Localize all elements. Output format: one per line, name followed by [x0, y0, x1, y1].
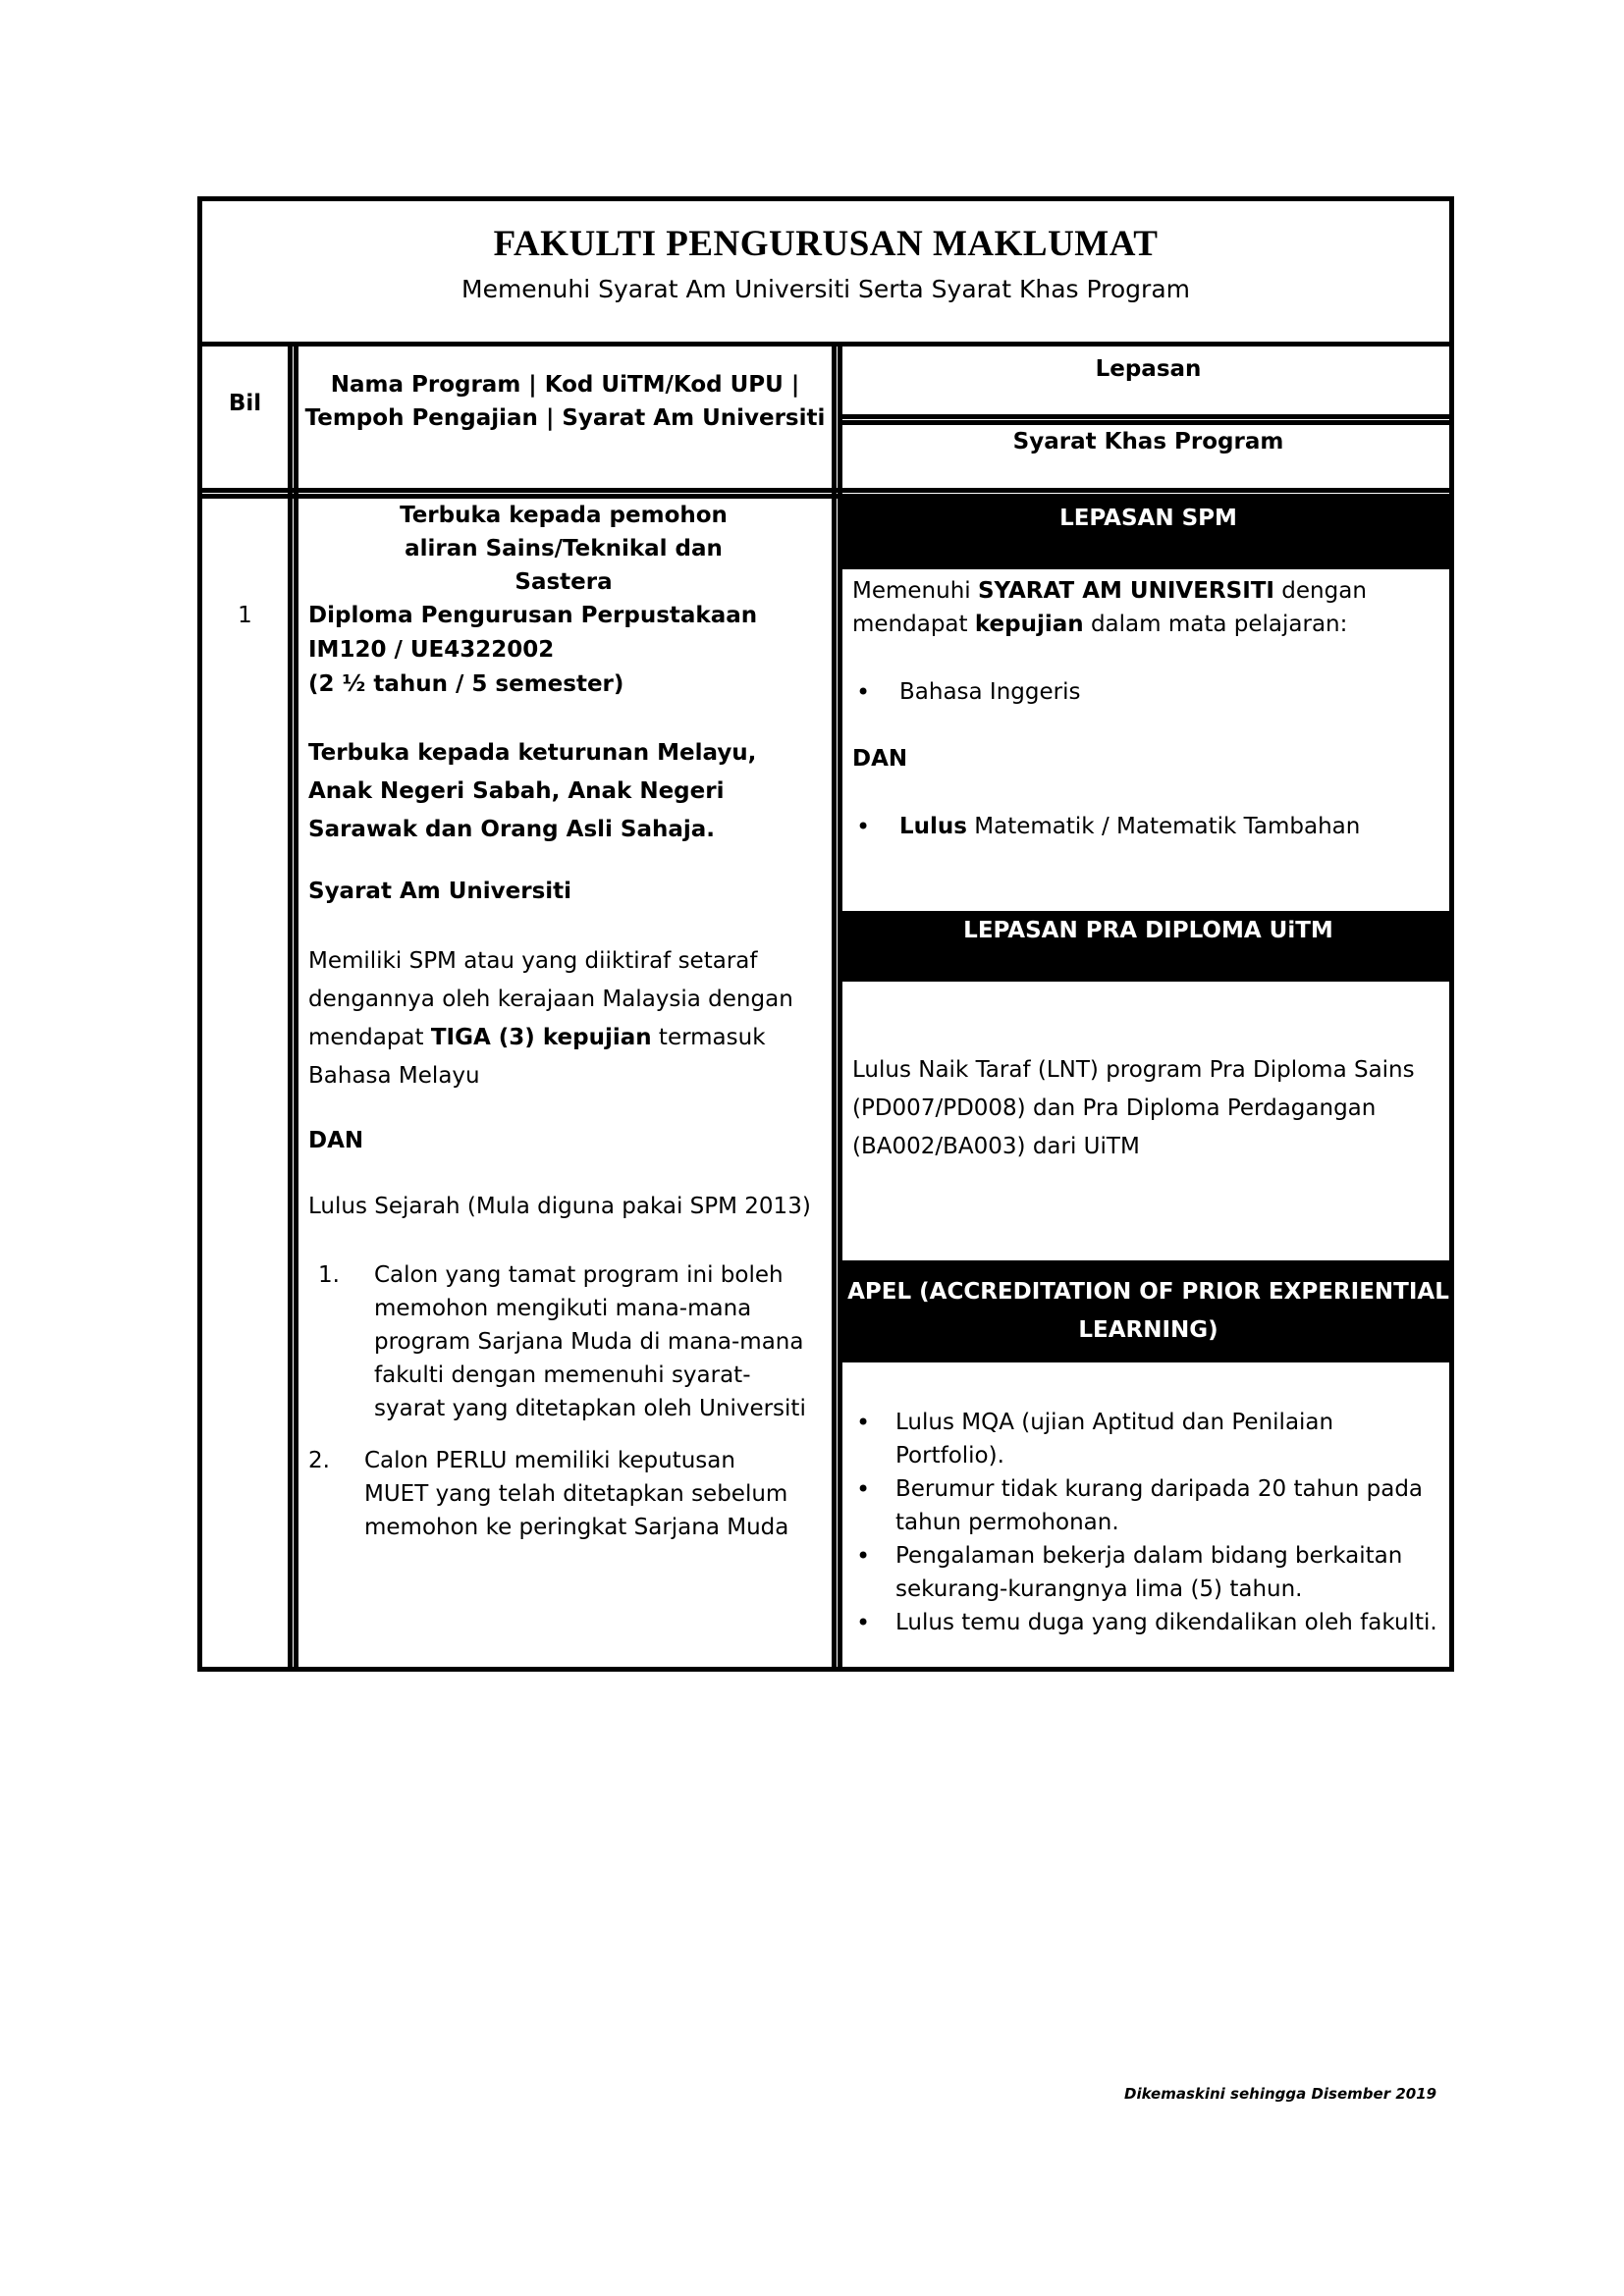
program-name: Diploma Pengurusan Perpustakaan	[308, 603, 758, 628]
column-divider	[288, 344, 293, 1672]
pra-diploma-text: Lulus Naik Taraf (LNT) program Pra Diploma Sains (PD007/PD008) dan Pra Diploma Perdagangan (BA002/BA003) dari UiTM	[852, 1057, 1415, 1159]
footer-note: Dikemaskini sehingga Disember 2019	[1124, 2085, 1437, 2103]
note-number: 1.	[318, 1262, 340, 1288]
list-item	[852, 675, 1432, 709]
spm-requirement	[308, 942, 799, 1095]
list-item: • Lulus temu duga yang dikendalikan oleh fakulti.	[852, 1606, 1441, 1639]
note-text: Calon yang tamat program ini boleh memohon mengikuti mana-mana program Sarjana Muda di mana-mana fakulti dengan memenuhi syarat-syarat yang ditetapkan oleh Universiti	[374, 1262, 806, 1421]
spm-req-bold: TIGA (3) kepujian	[430, 1025, 652, 1050]
apel-band-line1: APEL (ACCREDITATION OF PRIOR EXPERIENTIAL	[847, 1279, 1449, 1305]
col-header-lepasan: Lepasan	[1095, 356, 1202, 382]
list-item: • Pengalaman bekerja dalam bidang berkaitan sekurang-kurangnya lima (5) tahun.	[852, 1539, 1441, 1606]
col-header-program	[298, 368, 832, 435]
spm-subject-list	[852, 675, 1432, 709]
spm-req-part2: termasuk Bahasa Melayu	[308, 1025, 766, 1089]
dan-text: DAN	[308, 1128, 364, 1153]
spm-intro	[852, 574, 1432, 641]
program-code: IM120 / UE4322002	[308, 637, 555, 663]
program-duration: (2 ½ tahun / 5 semester)	[308, 671, 624, 697]
list-item	[852, 810, 1432, 843]
spm-subject2-rest: Matematik / Matematik Tambahan	[966, 814, 1361, 839]
list-item: • Berumur tidak kurang daripada 20 tahun pada tahun permohonan.	[852, 1472, 1441, 1539]
spm-intro-part3: dalam mata pelajaran:	[1083, 612, 1348, 637]
column-divider	[832, 344, 837, 1672]
column-divider	[294, 344, 298, 1672]
restriction-text: Terbuka kepada keturunan Melayu, Anak Negeri Sabah, Anak Negeri Sarawak dan Orang Asli Sahaja.	[308, 740, 757, 842]
spm-req-part1: Memiliki SPM atau yang diiktiraf setaraf dengannya oleh kerajaan Malaysia dengan mendapat	[308, 948, 793, 1050]
spm-band: LEPASAN SPM	[842, 499, 1454, 569]
col-header-program-line2: Tempoh Pengajian | Syarat Am Universiti	[304, 405, 826, 431]
note-number: 2.	[308, 1448, 330, 1473]
row-divider	[202, 488, 1454, 493]
spm-subject2-list	[852, 810, 1432, 843]
faculty-subtitle: Memenuhi Syarat Am Universiti Serta Syarat Khas Program	[461, 275, 1190, 303]
col-header-syarat-khas: Syarat Khas Program	[1012, 429, 1284, 454]
apel-band	[842, 1260, 1454, 1362]
spm-subject2-bold: Lulus	[899, 814, 967, 839]
syarat-am-heading: Syarat Am Universiti	[308, 879, 572, 904]
faculty-title: FAKULTI PENGURUSAN MAKLUMAT	[493, 224, 1159, 264]
spm-intro-part2: dengan mendapat	[852, 578, 1367, 637]
pra-diploma-band: LEPASAN PRA DIPLOMA UiTM	[842, 911, 1454, 982]
requirements-table	[197, 196, 1454, 1672]
open-to-text: Terbuka kepada pemohon aliran Sains/Teknikal dan Sastera	[400, 503, 728, 595]
note-text: Calon PERLU memiliki keputusan MUET yang telah ditetapkan sebelum memohon ke peringkat Sarjana Muda	[364, 1448, 789, 1540]
spm-intro-bold1: SYARAT AM UNIVERSITI	[977, 578, 1274, 604]
col-header-bil: Bil	[228, 391, 262, 416]
col-header-program-line1: Nama Program | Kod UiTM/Kod UPU |	[330, 372, 800, 398]
list-item: • Lulus MQA (ujian Aptitud dan Penilaian Portfolio).	[852, 1406, 1441, 1472]
sejarah-text: Lulus Sejarah (Mula diguna pakai SPM 2013)	[308, 1194, 811, 1219]
row-divider	[838, 414, 1454, 419]
table-header	[202, 201, 1449, 347]
row-number: 1	[238, 603, 252, 628]
apel-list	[852, 1406, 1441, 1639]
apel-band-line2: LEARNING)	[1078, 1317, 1218, 1343]
spm-intro-bold2: kepujian	[974, 612, 1084, 637]
spm-subject1: Bahasa Inggeris	[899, 679, 1081, 705]
spm-intro-part1: Memenuhi	[852, 578, 978, 604]
spm-dan-text: DAN	[852, 746, 908, 772]
